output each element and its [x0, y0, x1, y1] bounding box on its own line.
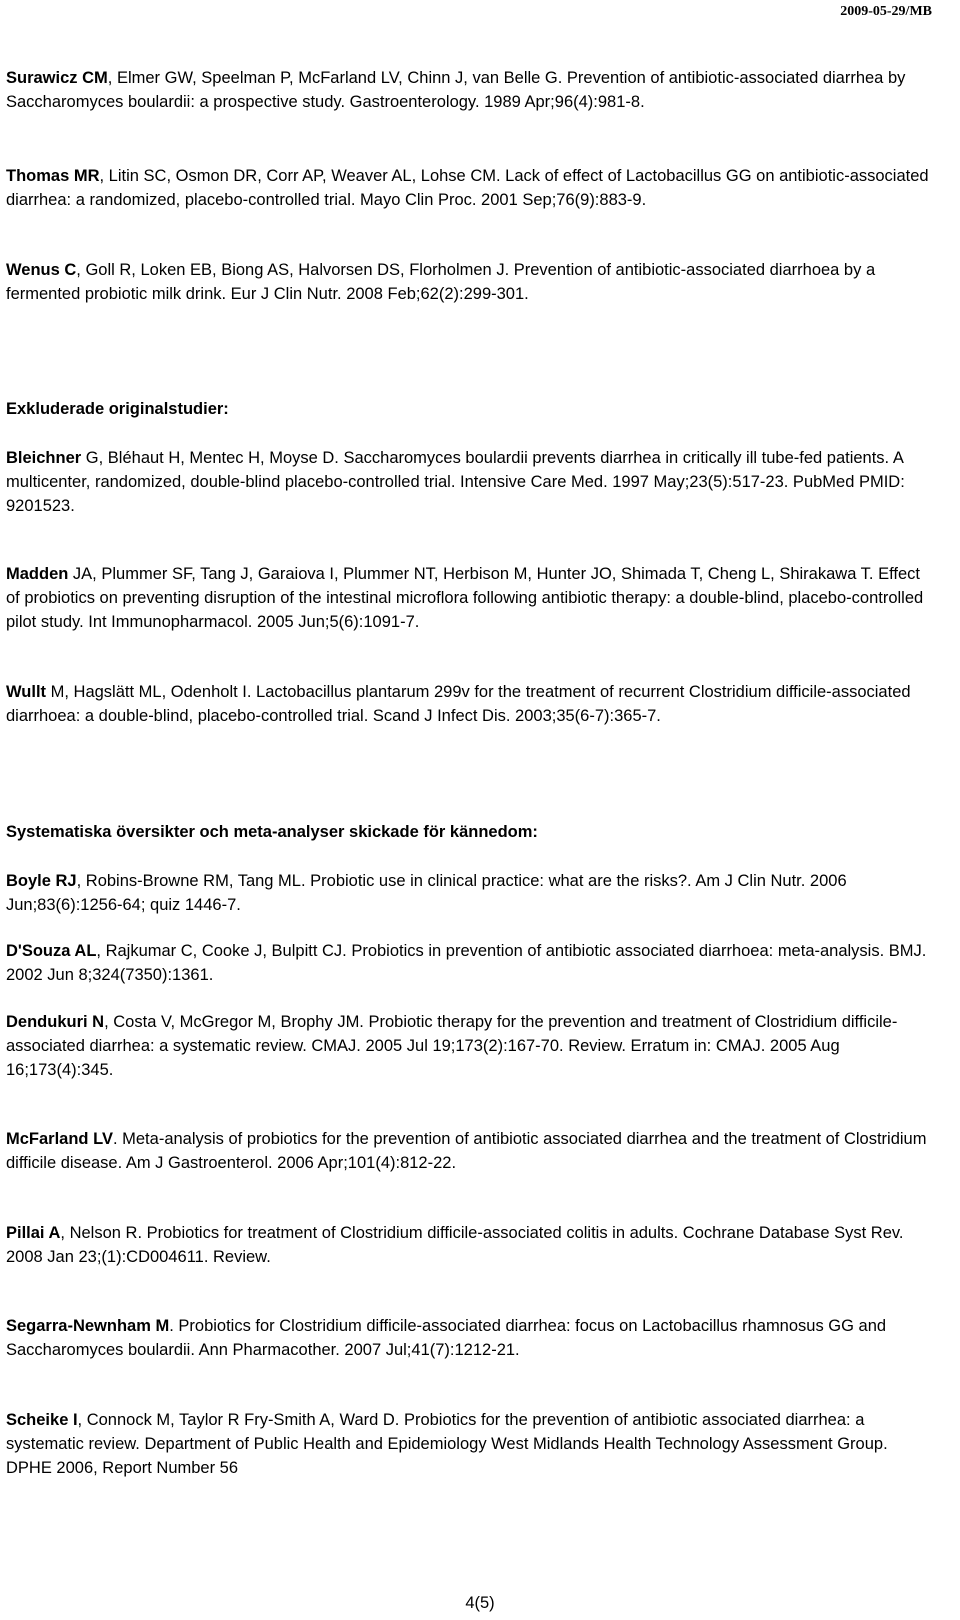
reference-citation: , Rajkumar C, Cooke J, Bulpitt CJ. Probiotics in prevention of antibiotic associated diarrhoea: meta-analysis. BMJ. 2002 Jun 8;324(7350):1361. — [6, 942, 927, 984]
reference-author-lead: Pillai A — [6, 1224, 61, 1242]
reference-citation: JA, Plummer SF, Tang J, Garaiova I, Plummer NT, Herbison M, Hunter JO, Shimada T, Cheng L, Shirakawa T. Effect of probiotics on preventing disruption of the intestinal microflora following antibiotic therapy: a double-blind, placebo-controlled pilot study. Int Immunopharmacol. 2005 Jun;5(6):1091-7. — [6, 565, 924, 631]
reference-author-lead: Bleichner — [6, 449, 82, 467]
reference-surawicz — [6, 66, 936, 114]
reference-author-lead: Surawicz CM — [6, 69, 108, 87]
reference-madden — [6, 562, 936, 634]
reference-citation: , Robins-Browne RM, Tang ML. Probiotic use in clinical practice: what are the risks?. Am J Clin Nutr. 2006 Jun;83(6):1256-64; quiz 1446-7. — [6, 872, 847, 914]
reference-citation: , Costa V, McGregor M, Brophy JM. Probiotic therapy for the prevention and treatment of Clostridium difficile-associated diarrhea: a systematic review. CMAJ. 2005 Jul 19;173(2):167-70. Review. Erratum in: CMAJ. 2005 Aug 16;173(4):345. — [6, 1013, 898, 1079]
reference-thomas — [6, 164, 936, 212]
reference-wenus — [6, 258, 936, 306]
reference-wullt — [6, 680, 936, 728]
reference-author-lead: Dendukuri N — [6, 1013, 105, 1031]
page-number: 4(5) — [465, 1594, 495, 1612]
reference-author-lead: Wenus C — [6, 261, 77, 279]
reference-mcfarland — [6, 1127, 936, 1175]
reference-boyle — [6, 869, 936, 917]
reference-citation: M, Hagslätt ML, Odenholt I. Lactobacillus plantarum 299v for the treatment of recurrent Clostridium difficile-associated diarrhoea: a double-blind, placebo-controlled trial. Scand J Infect Dis. 2003;35(6-7):365-7. — [6, 683, 911, 725]
reference-author-lead: Thomas MR — [6, 167, 100, 185]
reference-author-lead: Boyle RJ — [6, 872, 77, 890]
reference-author-lead: Scheike I — [6, 1411, 78, 1429]
reference-citation: , Nelson R. Probiotics for treatment of Clostridium difficile-associated colitis in adults. Cochrane Database Syst Rev. 2008 Jan 23;(1):CD004611. Review. — [6, 1224, 904, 1266]
reference-author-lead: McFarland LV — [6, 1130, 113, 1148]
reference-author-lead: Segarra-Newnham M — [6, 1317, 170, 1335]
reference-segarra-newnham — [6, 1314, 936, 1362]
reference-citation: . Meta-analysis of probiotics for the prevention of antibiotic associated diarrhea and the treatment of Clostridium difficile disease. Am J Gastroenterol. 2006 Apr;101(4):812-22. — [6, 1130, 927, 1172]
reference-citation: G, Bléhaut H, Mentec H, Moyse D. Saccharomyces boulardii prevents diarrhea in critically ill tube-fed patients. A multicenter, randomized, double-blind placebo-controlled trial. Intensive Care Med. 1997 May;23(5):517-23. PubMed PMID: 9201523. — [6, 449, 905, 515]
reference-author-lead: D'Souza AL — [6, 942, 97, 960]
reference-author-lead: Wullt — [6, 683, 47, 701]
reference-bleichner — [6, 446, 936, 518]
reference-dendukuri — [6, 1010, 936, 1082]
reference-citation: , Elmer GW, Speelman P, McFarland LV, Chinn J, van Belle G. Prevention of antibiotic-associated diarrhea by Saccharomyces boulardii: a prospective study. Gastroenterology. 1989 Apr;96(4):981-8. — [6, 69, 906, 111]
header-date: 2009-05-29/MB — [840, 4, 932, 19]
reference-citation: . Probiotics for Clostridium difficile-associated diarrhea: focus on Lactobacillus rhamnosus GG and Saccharomyces boulardii. Ann Pharmacother. 2007 Jul;41(7):1212-21. — [6, 1317, 887, 1359]
reference-pillai — [6, 1221, 936, 1269]
reference-citation: , Litin SC, Osmon DR, Corr AP, Weaver AL, Lohse CM. Lack of effect of Lactobacillus GG on antibiotic-associated diarrhea: a randomized, placebo-controlled trial. Mayo Clin Proc. 2001 Sep;76(9):883-9. — [6, 167, 929, 209]
reference-scheike — [6, 1408, 936, 1480]
section-heading-reviews: Systematiska översikter och meta-analyser skickade för kännedom: — [6, 823, 538, 841]
reference-citation: , Goll R, Loken EB, Biong AS, Halvorsen DS, Florholmen J. Prevention of antibiotic-associated diarrhoea by a fermented probiotic milk drink. Eur J Clin Nutr. 2008 Feb;62(2):299-301. — [6, 261, 876, 303]
reference-citation: , Connock M, Taylor R Fry-Smith A, Ward D. Probiotics for the prevention of antibiotic associated diarrhea: a systematic review. Department of Public Health and Epidemiology West Midlands Health Technology Assessment Group. DPHE 2006, Report Number 56 — [6, 1411, 888, 1477]
reference-dsouza — [6, 939, 936, 987]
section-heading-excluded: Exkluderade originalstudier: — [6, 400, 229, 418]
reference-author-lead: Madden — [6, 565, 69, 583]
